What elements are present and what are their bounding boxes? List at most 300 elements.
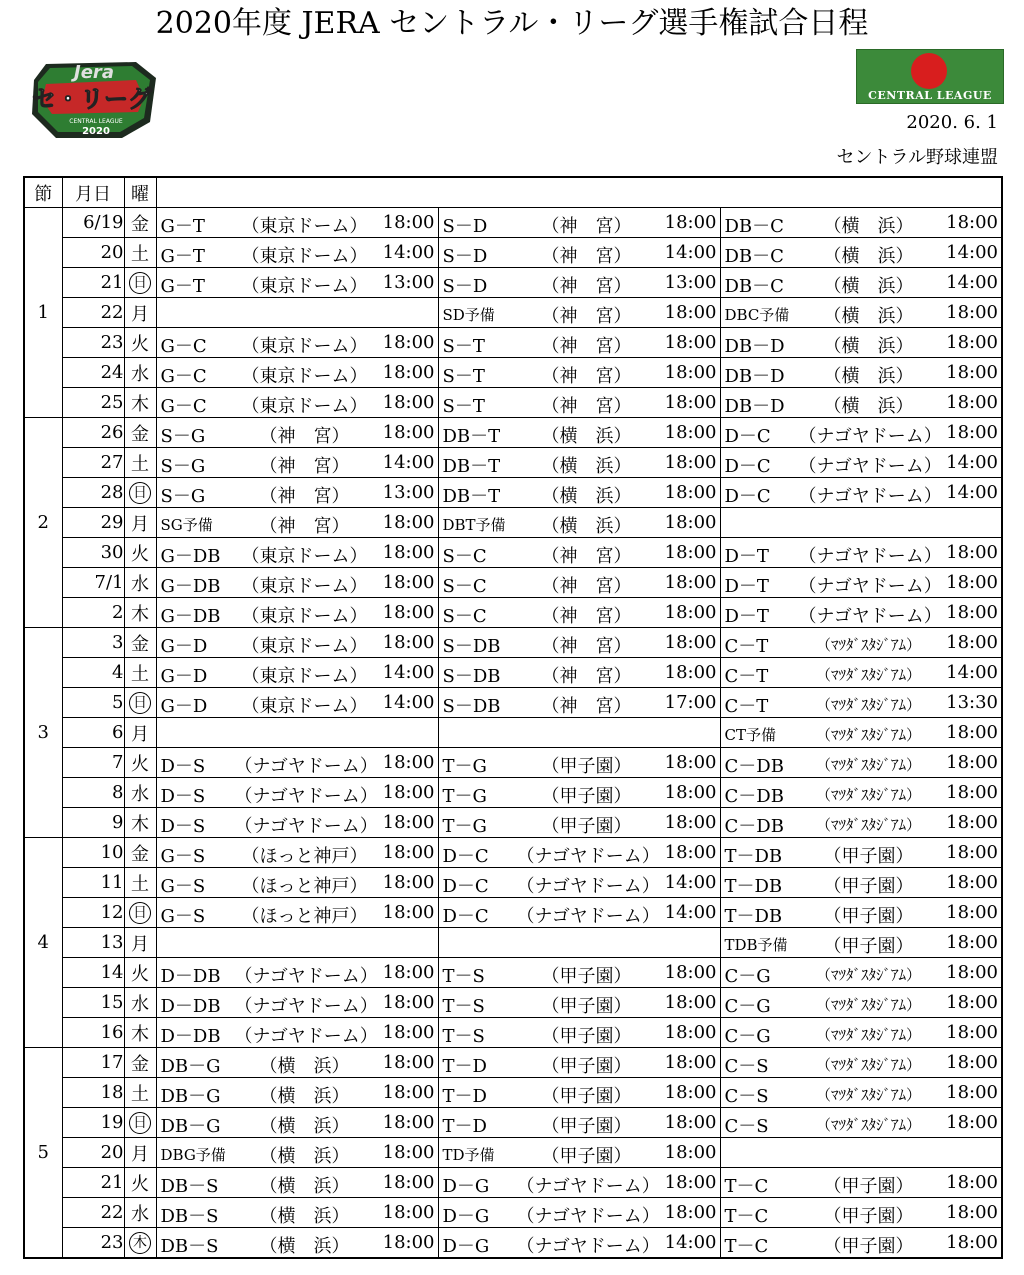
venue: （ﾏﾂﾀﾞｽﾀｼﾞｱﾑ） [815, 636, 921, 654]
venue: （ナゴヤドーム） [234, 996, 378, 1017]
start-time: 14:00 [382, 452, 435, 473]
day-of-week-cell: 月 [124, 928, 156, 958]
game-cell [156, 418, 438, 448]
day-of-week-cell [124, 898, 156, 928]
matchup: DB－C [724, 246, 784, 267]
game-cell [720, 988, 1002, 1018]
game-cell [156, 928, 438, 958]
table-row [24, 868, 1002, 898]
month-day-cell: 11 [62, 868, 124, 898]
game-cell [438, 898, 720, 928]
start-time: 17:00 [664, 692, 717, 713]
matchup: G－DB [160, 606, 221, 627]
game-cell [720, 598, 1002, 628]
venue: （神 宮） [259, 456, 350, 477]
start-time: 18:00 [382, 1142, 435, 1163]
matchup: D－T [724, 606, 769, 627]
start-time: 18:00 [664, 572, 717, 593]
month-day-cell: 6/19 [62, 208, 124, 238]
venue: （東京ドーム） [241, 606, 368, 627]
matchup: T－D [442, 1086, 487, 1107]
start-time: 14:00 [664, 242, 717, 263]
venue: （ﾏﾂﾀﾞｽﾀｼﾞｱﾑ） [815, 756, 921, 774]
venue: （ナゴヤドーム） [516, 1176, 660, 1197]
start-time: 18:00 [382, 1052, 435, 1073]
matchup: DB－T [442, 456, 501, 477]
game-cell [156, 388, 438, 418]
game-cell [156, 358, 438, 388]
day-of-week-cell: 水 [124, 1198, 156, 1228]
game-cell [720, 448, 1002, 478]
day-of-week-cell: 土 [124, 448, 156, 478]
table-row [24, 1048, 1002, 1078]
venue: （ほっと神戸） [241, 876, 368, 897]
venue: （東京ドーム） [241, 396, 368, 417]
central-league-badge-text: CENTRAL LEAGUE [868, 89, 992, 102]
holiday-circle: 日 [129, 272, 151, 294]
start-time: 18:00 [946, 1052, 998, 1073]
holiday-circle: 日 [129, 1112, 151, 1134]
table-row [24, 628, 1002, 658]
start-time: 13:30 [946, 692, 998, 713]
matchup: SD予備 [442, 306, 495, 324]
matchup: C－DB [724, 756, 784, 777]
matchup: D－G [442, 1176, 490, 1197]
month-day-cell: 29 [62, 508, 124, 538]
day-of-week-cell: 火 [124, 958, 156, 988]
header-row [24, 177, 1002, 208]
venue: （神 宮） [259, 486, 350, 507]
day-of-week-cell: 火 [124, 1168, 156, 1198]
start-time: 18:00 [946, 602, 998, 623]
game-cell [438, 388, 720, 418]
matchup: DB－G [160, 1116, 221, 1137]
game-cell [720, 688, 1002, 718]
page-title: 2020年度 JERA セントラル・リーグ選手権試合日程 [155, 6, 869, 41]
start-time: 18:00 [664, 392, 717, 413]
matchup: D－DB [160, 996, 221, 1017]
start-time: 18:00 [382, 902, 435, 923]
game-cell [720, 388, 1002, 418]
start-time: 18:00 [946, 1112, 998, 1133]
month-day-cell: 19 [62, 1108, 124, 1138]
start-time: 18:00 [382, 872, 435, 893]
start-time: 18:00 [382, 542, 435, 563]
game-cell [156, 868, 438, 898]
table-row [24, 1198, 1002, 1228]
month-day-cell: 6 [62, 718, 124, 748]
venue: （ﾏﾂﾀﾞｽﾀｼﾞｱﾑ） [815, 1086, 921, 1104]
svg-text:2020: 2020 [82, 126, 110, 137]
game-cell [438, 1198, 720, 1228]
game-cell [156, 1228, 438, 1259]
start-time: 18:00 [664, 302, 717, 323]
month-day-cell: 20 [62, 238, 124, 268]
game-cell [156, 808, 438, 838]
venue: （甲子園） [541, 1116, 632, 1137]
table-row [24, 358, 1002, 388]
table-row [24, 1168, 1002, 1198]
matchup: G－S [160, 906, 206, 927]
start-time: 18:00 [382, 1172, 435, 1193]
venue: （東京ドーム） [241, 336, 368, 357]
game-cell [438, 508, 720, 538]
game-cell [156, 628, 438, 658]
venue: （横 浜） [823, 276, 914, 297]
venue: （神 宮） [541, 546, 632, 567]
matchup: C－T [724, 696, 769, 717]
matchup: T－C [724, 1236, 769, 1257]
venue: （ナゴヤドーム） [234, 816, 378, 837]
day-of-week-cell: 木 [124, 1018, 156, 1048]
venue: （神 宮） [541, 606, 632, 627]
matchup: D－S [160, 756, 206, 777]
table-row [24, 478, 1002, 508]
start-time: 18:00 [382, 1232, 435, 1253]
venue: （甲子園） [823, 936, 914, 957]
matchup: T－C [724, 1176, 769, 1197]
month-day-cell: 21 [62, 268, 124, 298]
venue: （ナゴヤドーム） [516, 876, 660, 897]
matchup: G－T [160, 246, 205, 267]
venue: （東京ドーム） [241, 666, 368, 687]
setsu-cell: 3 [24, 628, 62, 838]
day-of-week-cell: 木 [124, 388, 156, 418]
header-games [156, 177, 1002, 208]
game-cell [438, 1168, 720, 1198]
day-of-week-cell: 金 [124, 418, 156, 448]
game-cell [438, 868, 720, 898]
start-time: 18:00 [664, 812, 717, 833]
matchup: DB－C [724, 276, 784, 297]
matchup: G－D [160, 666, 208, 687]
table-row [24, 958, 1002, 988]
venue: （甲子園） [823, 1206, 914, 1227]
game-cell [156, 1138, 438, 1168]
table-row [24, 748, 1002, 778]
game-cell [438, 988, 720, 1018]
venue: （甲子園） [541, 786, 632, 807]
start-time: 18:00 [946, 872, 998, 893]
game-cell [156, 1198, 438, 1228]
game-cell [438, 958, 720, 988]
day-of-week-cell: 土 [124, 1078, 156, 1108]
matchup: DB－G [160, 1086, 221, 1107]
start-time: 14:00 [664, 1232, 717, 1253]
venue: （ナゴヤドーム） [516, 906, 660, 927]
matchup: DB－S [160, 1176, 219, 1197]
matchup: D－DB [160, 966, 221, 987]
matchup: D－T [724, 546, 769, 567]
start-time: 18:00 [664, 1082, 717, 1103]
venue: （東京ドーム） [241, 276, 368, 297]
venue: （ナゴヤドーム） [234, 786, 378, 807]
start-time: 18:00 [946, 332, 998, 353]
venue: （東京ドーム） [241, 246, 368, 267]
venue: （ﾏﾂﾀﾞｽﾀｼﾞｱﾑ） [815, 996, 921, 1014]
start-time: 14:00 [664, 872, 717, 893]
matchup: DBT予備 [442, 516, 506, 534]
venue: （ナゴヤドーム） [516, 1206, 660, 1227]
day-of-week-cell: 月 [124, 1138, 156, 1168]
start-time: 18:00 [664, 782, 717, 803]
venue: （横 浜） [541, 456, 632, 477]
game-cell [156, 328, 438, 358]
start-time: 18:00 [382, 512, 435, 533]
game-cell [438, 418, 720, 448]
month-day-cell: 21 [62, 1168, 124, 1198]
setsu-cell: 5 [24, 1048, 62, 1259]
month-day-cell: 25 [62, 388, 124, 418]
game-cell [438, 1228, 720, 1259]
matchup: G－D [160, 636, 208, 657]
holiday-circle: 日 [129, 482, 151, 504]
start-time: 18:00 [946, 392, 998, 413]
schedule-body [24, 208, 1002, 1259]
matchup: S－D [442, 276, 488, 297]
start-time: 18:00 [946, 902, 998, 923]
month-day-cell: 10 [62, 838, 124, 868]
venue: （甲子園） [823, 846, 914, 867]
table-row [24, 1228, 1002, 1259]
schedule-table [23, 176, 1003, 1259]
day-of-week-cell: 火 [124, 328, 156, 358]
venue: （横 浜） [259, 1236, 350, 1257]
start-time: 18:00 [664, 1022, 717, 1043]
svg-text:Jera: Jera [74, 62, 114, 83]
table-row [24, 838, 1002, 868]
matchup: G－C [160, 336, 207, 357]
venue: （横 浜） [823, 396, 914, 417]
month-day-cell: 27 [62, 448, 124, 478]
venue: （東京ドーム） [241, 696, 368, 717]
month-day-cell: 8 [62, 778, 124, 808]
start-time: 18:00 [664, 1202, 717, 1223]
day-of-week-cell: 土 [124, 868, 156, 898]
table-row [24, 928, 1002, 958]
game-cell [720, 748, 1002, 778]
game-cell [720, 1108, 1002, 1138]
game-cell [438, 628, 720, 658]
matchup: TD予備 [442, 1146, 495, 1164]
start-time: 18:00 [382, 392, 435, 413]
matchup: DB－S [160, 1206, 219, 1227]
matchup: D－C [442, 906, 489, 927]
game-cell [156, 688, 438, 718]
game-cell [438, 238, 720, 268]
venue: （ﾏﾂﾀﾞｽﾀｼﾞｱﾑ） [815, 966, 921, 984]
start-time: 14:00 [946, 482, 998, 503]
table-row [24, 988, 1002, 1018]
table-row [24, 1018, 1002, 1048]
start-time: 18:00 [382, 1082, 435, 1103]
game-cell [156, 1018, 438, 1048]
venue: （神 宮） [541, 246, 632, 267]
matchup: D－S [160, 816, 206, 837]
start-time: 18:00 [946, 1022, 998, 1043]
start-time: 18:00 [946, 572, 998, 593]
start-time: 18:00 [946, 932, 998, 953]
start-time: 18:00 [664, 212, 717, 233]
matchup: D－G [442, 1236, 490, 1257]
venue: （東京ドーム） [241, 366, 368, 387]
matchup: DB－G [160, 1056, 221, 1077]
game-cell [438, 688, 720, 718]
start-time: 18:00 [664, 452, 717, 473]
game-cell [156, 718, 438, 748]
table-row [24, 718, 1002, 748]
month-day-cell: 16 [62, 1018, 124, 1048]
matchup: S－G [160, 486, 206, 507]
matchup: T－C [724, 1206, 769, 1227]
venue: （ナゴヤドーム） [798, 606, 942, 627]
matchup: G－DB [160, 576, 221, 597]
game-cell [720, 508, 1002, 538]
game-cell [156, 598, 438, 628]
start-time: 18:00 [664, 332, 717, 353]
game-cell [438, 598, 720, 628]
matchup: S－T [442, 396, 485, 417]
matchup: D－T [724, 576, 769, 597]
game-cell [156, 478, 438, 508]
game-cell [438, 208, 720, 238]
start-time: 18:00 [946, 1202, 998, 1223]
game-cell [720, 928, 1002, 958]
matchup: S－D [442, 216, 488, 237]
matchup: D－S [160, 786, 206, 807]
venue: （神 宮） [541, 666, 632, 687]
month-day-cell: 22 [62, 1198, 124, 1228]
game-cell [720, 418, 1002, 448]
day-of-week-cell: 土 [124, 658, 156, 688]
venue: （横 浜） [259, 1206, 350, 1227]
start-time: 18:00 [664, 632, 717, 653]
game-cell [720, 1138, 1002, 1168]
table-row [24, 688, 1002, 718]
start-time: 18:00 [946, 962, 998, 983]
game-cell [156, 448, 438, 478]
venue: （横 浜） [823, 366, 914, 387]
start-time: 18:00 [382, 812, 435, 833]
matchup: T－DB [724, 846, 783, 867]
start-time: 18:00 [382, 752, 435, 773]
matchup: S－G [160, 456, 206, 477]
month-day-cell: 15 [62, 988, 124, 1018]
game-cell [156, 1048, 438, 1078]
game-cell [156, 568, 438, 598]
game-cell [720, 1078, 1002, 1108]
game-cell [438, 298, 720, 328]
matchup: C－T [724, 636, 769, 657]
setsu-cell: 2 [24, 418, 62, 628]
header-setsu: 節 [24, 177, 62, 208]
venue: （神 宮） [259, 426, 350, 447]
table-row [24, 1078, 1002, 1108]
day-of-week-cell [124, 268, 156, 298]
game-cell [156, 508, 438, 538]
matchup: S－D [442, 246, 488, 267]
game-cell [156, 1078, 438, 1108]
venue: （ナゴヤドーム） [798, 576, 942, 597]
day-of-week-cell: 木 [124, 598, 156, 628]
venue: （甲子園） [541, 966, 632, 987]
venue: （ナゴヤドーム） [234, 1026, 378, 1047]
setsu-cell: 4 [24, 838, 62, 1048]
holiday-circle: 木 [129, 1232, 151, 1254]
venue: （神 宮） [541, 336, 632, 357]
start-time: 18:00 [382, 1022, 435, 1043]
day-of-week-cell: 金 [124, 1048, 156, 1078]
venue: （東京ドーム） [241, 546, 368, 567]
game-cell [438, 1018, 720, 1048]
start-time: 18:00 [382, 1202, 435, 1223]
matchup: G－D [160, 696, 208, 717]
day-of-week-cell [124, 688, 156, 718]
game-cell [438, 928, 720, 958]
matchup: T－S [442, 996, 485, 1017]
day-of-week-cell: 水 [124, 358, 156, 388]
game-cell [438, 328, 720, 358]
matchup: DB－D [724, 366, 785, 387]
start-time: 18:00 [664, 1142, 717, 1163]
game-cell [720, 268, 1002, 298]
start-time: 18:00 [664, 362, 717, 383]
game-cell [720, 568, 1002, 598]
game-cell [438, 268, 720, 298]
venue: （ほっと神戸） [241, 906, 368, 927]
game-cell [720, 958, 1002, 988]
start-time: 18:00 [946, 1232, 998, 1253]
game-cell [438, 358, 720, 388]
holiday-circle: 日 [129, 692, 151, 714]
start-time: 14:00 [946, 272, 998, 293]
matchup: S－DB [442, 636, 501, 657]
venue: （ナゴヤドーム） [798, 486, 942, 507]
matchup: S－C [442, 606, 487, 627]
game-cell [720, 778, 1002, 808]
matchup: T－DB [724, 906, 783, 927]
venue: （ﾏﾂﾀﾞｽﾀｼﾞｱﾑ） [815, 726, 921, 744]
start-time: 18:00 [382, 362, 435, 383]
game-cell [156, 298, 438, 328]
day-of-week-cell [124, 1228, 156, 1259]
table-row [24, 538, 1002, 568]
matchup: T－D [442, 1116, 487, 1137]
day-of-week-cell: 火 [124, 538, 156, 568]
start-time: 18:00 [664, 482, 717, 503]
start-time: 18:00 [664, 992, 717, 1013]
venue: （神 宮） [541, 216, 632, 237]
venue: （甲子園） [541, 1026, 632, 1047]
game-cell [156, 658, 438, 688]
start-time: 18:00 [382, 782, 435, 803]
game-cell [438, 448, 720, 478]
game-cell [156, 208, 438, 238]
venue: （ナゴヤドーム） [798, 426, 942, 447]
matchup: T－G [442, 786, 487, 807]
matchup: G－C [160, 396, 207, 417]
game-cell [720, 838, 1002, 868]
matchup: CT予備 [724, 726, 776, 744]
game-cell [720, 1198, 1002, 1228]
game-cell [720, 658, 1002, 688]
game-cell [720, 208, 1002, 238]
day-of-week-cell: 木 [124, 808, 156, 838]
matchup: G－T [160, 276, 205, 297]
game-cell [156, 1168, 438, 1198]
day-of-week-cell: 金 [124, 838, 156, 868]
game-cell [156, 778, 438, 808]
